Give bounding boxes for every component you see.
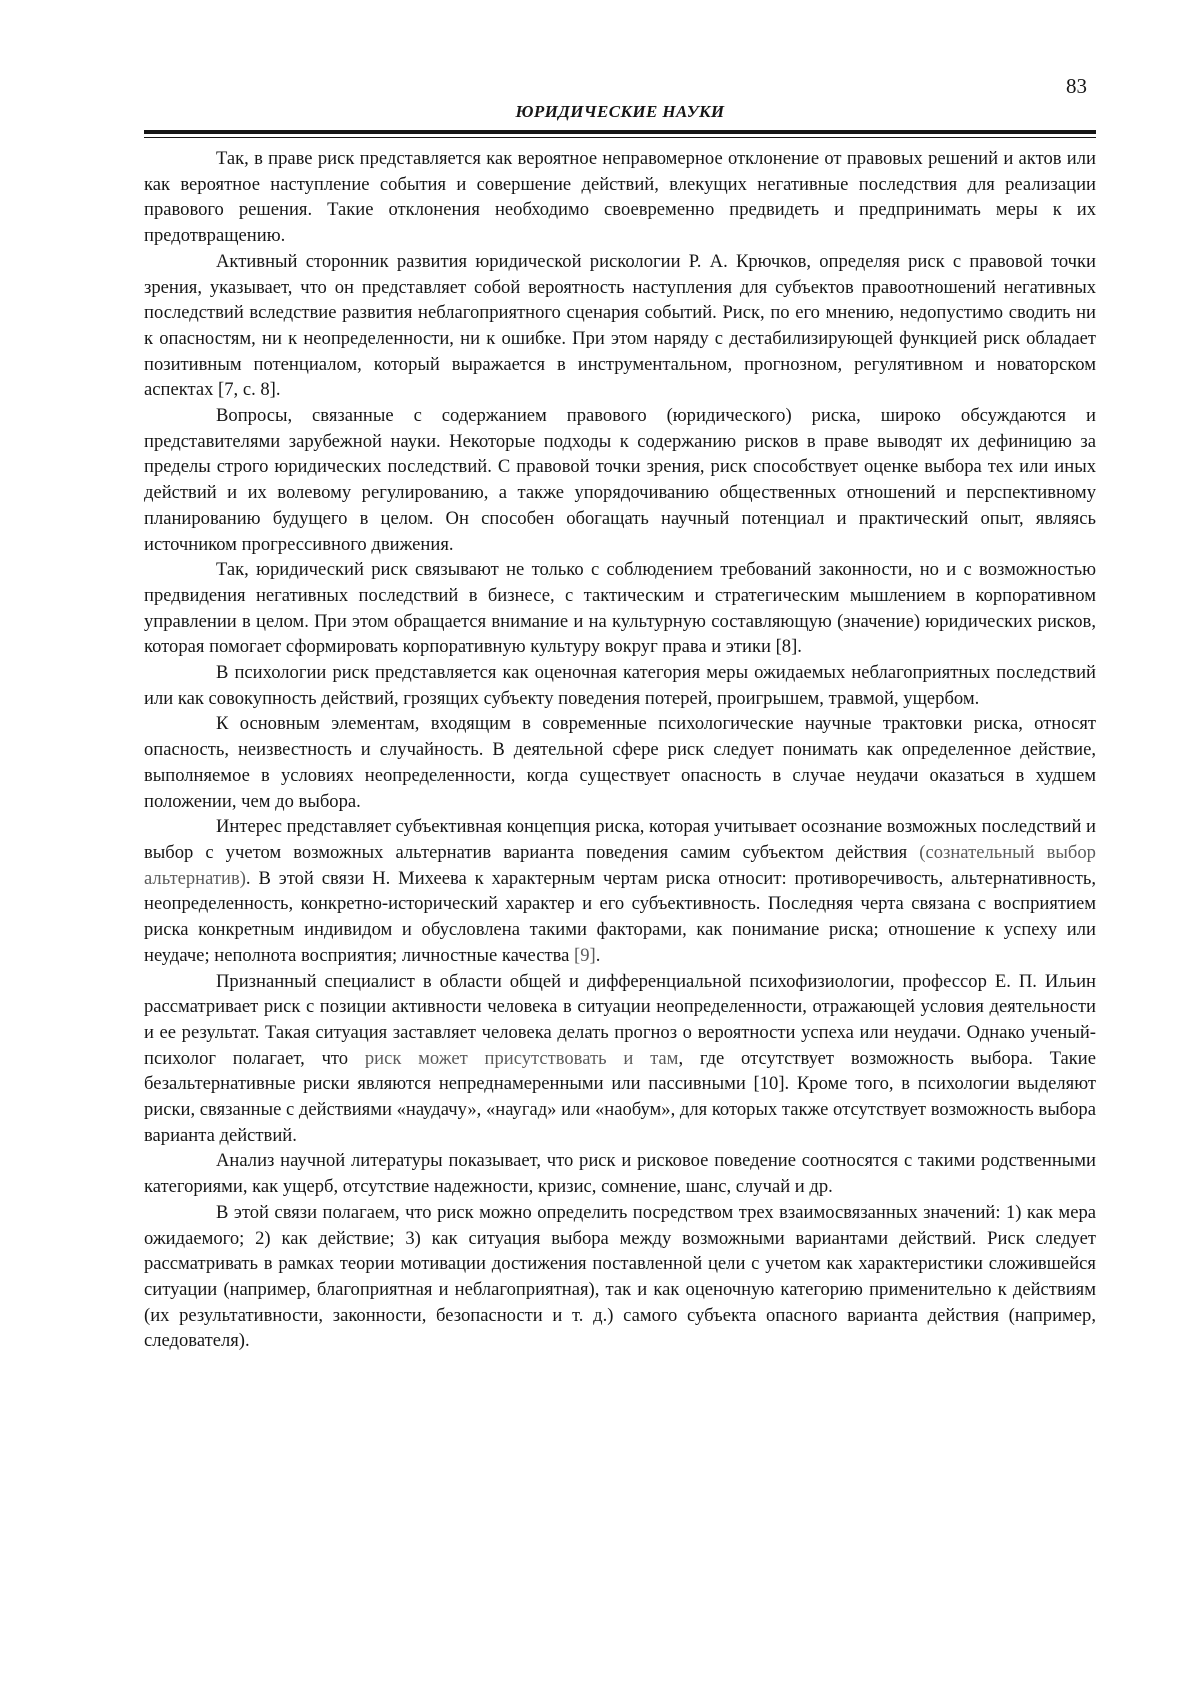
paragraph-2: Активный сторонник развития юридической рискологии Р. А. Крючков, определяя риск с правовой точки зрения, указывает, что он представляет собой вероятность наступления для субъектов правоотношений негативных последствий вследствие развития неблагоприятного сценария событий. Риск, по его мнению, недопустимо сводить ни к опасностям, ни к неопределенности, ни к ошибке. При этом наряду с дестабилизирующей функцией риск обладает позитивным потенциалом, который выражается в инструментальном, прогнозном, регулятивном и новаторском аспектах [7, с. 8]. <box>144 250 1096 401</box>
paragraph-3: Вопросы, связанные с содержанием правового (юридического) риска, широко обсуждаются и представителями зарубежной науки. Некоторые подходы к содержанию рисков в праве выводят их дефиницию за пределы строго юридических последствий. С правовой точки зрения, риск способствует оценке выбора тех или иных действий и их волевому регулированию, а также упорядочиванию общественных отношений и перспективному планированию будущего в целом. Он способен обогащать научный потенциал и практический опыт, являясь источником прогрессивного движения. <box>144 405 1096 555</box>
paragraph-7-part-e: . <box>595 944 601 966</box>
paragraph-5: В психологии риск представляется как оценочная категория меры ожидаемых неблагоприятных последствий или как совокупность действий, грозящих субъекту поведения потерей, проигрышем, травмой, ущербом. <box>144 662 1096 709</box>
running-title: ЮРИДИЧЕСКИЕ НАУКИ <box>515 102 725 121</box>
paragraph-1: Так, в праве риск представляется как вероятное неправомерное отклонение от правовых решений и актов или как вероятное наступление события и совершение действий, влекущих негативные последствия для реализации правового решения. Такие отклонения необходимо своевременно предвидеть и предпринимать меры к их предотвращению. <box>144 148 1096 247</box>
paragraph-8 <box>144 969 1096 1149</box>
paragraph-8-part-b: риск может присутствовать и там <box>364 1047 679 1069</box>
paragraph-7 <box>144 814 1096 968</box>
paragraph-10: В этой связи полагаем, что риск можно определить посредством трех взаимосвязанных значений: 1) как мера ожидаемого; 2) как действие; 3) как ситуация выбора между возможными вариантами действий. Риск следует рассматривать в рамках теории мотивации достижения поставленной цели с учетом как характеристики сложившейся ситуации (например, благоприятная и неблагоприятная), так и как оценочную категорию применительно к действиям (их результативности, законности, безопасности и т. д.) самого субъекта опасного варианта действия (например, следователя). <box>144 1201 1096 1352</box>
page-number: 83 <box>1066 74 1087 98</box>
paragraph-8-part-c: , где отсутствует возможность выбора. Такие безальтернативные риски являются непреднамеренными или пассивными [10]. Кроме того, в психологии выделяют риски, связанные с действиями «наудачу», «наугад» или «наобум», для которых также отсутствует возможность выбора варианта действий. <box>144 1047 1097 1146</box>
paragraph-6: К основным элементам, входящим в современные психологические научные трактовки риска, относят опасность, неизвестность и случайность. В деятельной сфере риск следует понимать как определенное действие, выполняемое в условиях неопределенности, когда существует опасность в случае неудачи оказаться в худшем положении, чем до выбора. <box>144 713 1096 812</box>
paragraph-7-part-d: [9] <box>574 944 596 966</box>
header-rule-thick <box>144 130 1096 134</box>
header-rule-thin <box>144 137 1096 138</box>
paragraph-7-part-a: Интерес представляет субъективная концепция риска, которая учитывает осознание возможных последствий и выбор с учетом возможных альтернатив варианта поведения самим субъектом действия <box>144 816 1096 863</box>
paragraph-7-part-c: . В этой связи Н. Михеева к характерным чертам риска относит: противоречивость, альтернативность, неопределенность, конкретно-исторический характер и его субъективность. Последняя черта связана с восприятием риска конкретным индивидом и обусловлена такими факторами, как понимание риска; отношение к успеху или неудаче; неполнота восприятия; личностные качества <box>144 867 1096 966</box>
paragraph-8-part-a: Признанный специалист в области общей и дифференциальной психофизиологии, профессор Е. П. Ильин рассматривает риск с позиции активности человека в ситуации неопределенности, отражающей условия деятельности и ее результат. Такая ситуация заставляет человека делать прогноз о вероятности успеха или неудачи. Однако ученый-психолог полагает, что <box>144 970 1096 1069</box>
article-body <box>144 146 1096 1354</box>
paragraph-9: Анализ научной литературы показывает, что риск и рисковое поведение соотносятся с такими родственными категориями, как ущерб, отсутствие надежности, кризис, сомнение, шанс, случай и др. <box>144 1150 1096 1198</box>
paragraph-4: Так, юридический риск связывают не только с соблюдением требований законности, но и с возможностью предвидения негативных последствий в бизнесе, с тактическим и стратегическим мышлением в корпоративном управлении в целом. При этом обращается внимание и на культурную составляющую (значение) юридических рисков, которая помогает сформировать корпоративную культуру вокруг права и этики [8]. <box>144 559 1096 658</box>
paragraph-7-part-b: (сознательный выбор альтернатив) <box>144 841 1096 889</box>
